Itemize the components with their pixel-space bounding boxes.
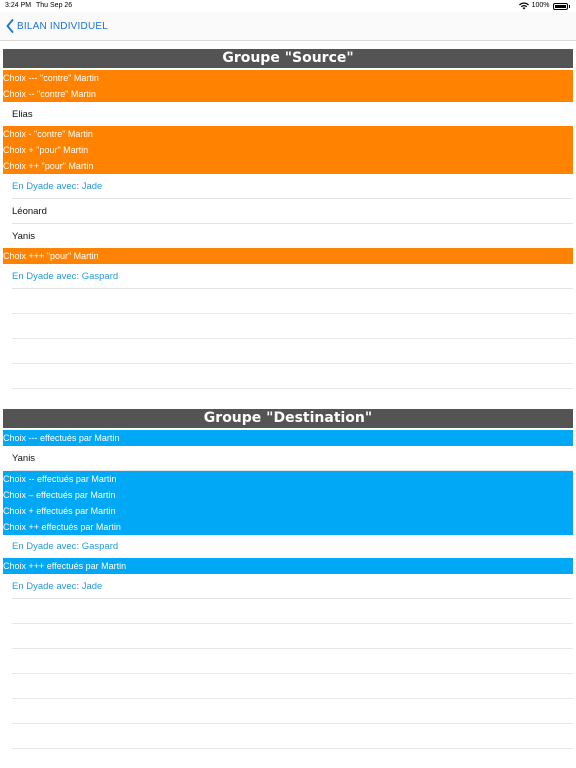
empty-row [12,314,573,339]
status-time: 3:24 PM [5,2,32,9]
choice-line: Choix +++ "pour" Martin [3,251,99,261]
source-choice-band [3,248,573,264]
destination-choice-band [3,558,573,574]
list-item-elias[interactable]: Elias [12,102,573,127]
choice-line: Choix -- "contre" Martin [3,89,96,99]
status-indicators [519,0,570,12]
choice-line: Choix +++ effectués par Martin [3,561,127,571]
empty-row [12,339,573,364]
choice-line: Choix -- effectués par Martin [3,474,117,484]
list-item-yanis[interactable]: Yanis [12,224,573,249]
choice-line: Choix ++ effectués par Martin [3,522,121,532]
list-item-leonard[interactable]: Léonard [12,199,573,224]
chevron-left-icon [6,19,14,33]
choice-line: Choix – effectués par Martin [3,490,116,500]
empty-row [12,649,573,674]
back-button[interactable] [6,18,108,34]
status-bar [0,0,576,12]
empty-row [12,624,573,649]
source-choice-band [3,126,573,174]
section-header-destination: Groupe "Destination" [3,409,573,428]
choice-line: Choix ++ "pour" Martin [3,161,94,171]
empty-row [12,289,573,314]
empty-row [12,674,573,699]
back-button-label: BILAN INDIVIDUEL [17,20,109,32]
section-header-source: Groupe "Source" [3,49,573,68]
dyad-item-jade[interactable]: En Dyade avec: Jade [12,174,573,199]
battery-icon [553,3,568,10]
choice-line: Choix --- effectués par Martin [3,433,120,443]
source-choice-band [3,70,573,102]
empty-row [12,599,573,624]
destination-choice-band [3,471,573,535]
list-item-yanis[interactable]: Yanis [12,446,573,471]
battery-tip [569,5,571,8]
battery-percent: 100% [531,2,550,9]
empty-row [12,699,573,724]
choice-line: Choix - "contre" Martin [3,129,93,139]
dyad-item-gaspard[interactable]: En Dyade avec: Gaspard [12,534,573,559]
status-date: Thu Sep 26 [36,2,73,9]
dyad-item-jade[interactable]: En Dyade avec: Jade [12,574,573,599]
dyad-item-gaspard[interactable]: En Dyade avec: Gaspard [12,264,573,289]
wifi-icon [519,2,529,10]
choice-line: Choix + effectués par Martin [3,506,116,516]
empty-row [12,724,573,749]
destination-choice-band [3,430,573,446]
navigation-bar [0,12,576,41]
choice-line: Choix --- "contre" Martin [3,73,99,83]
empty-row [12,364,573,389]
choice-line: Choix + "pour" Martin [3,145,89,155]
